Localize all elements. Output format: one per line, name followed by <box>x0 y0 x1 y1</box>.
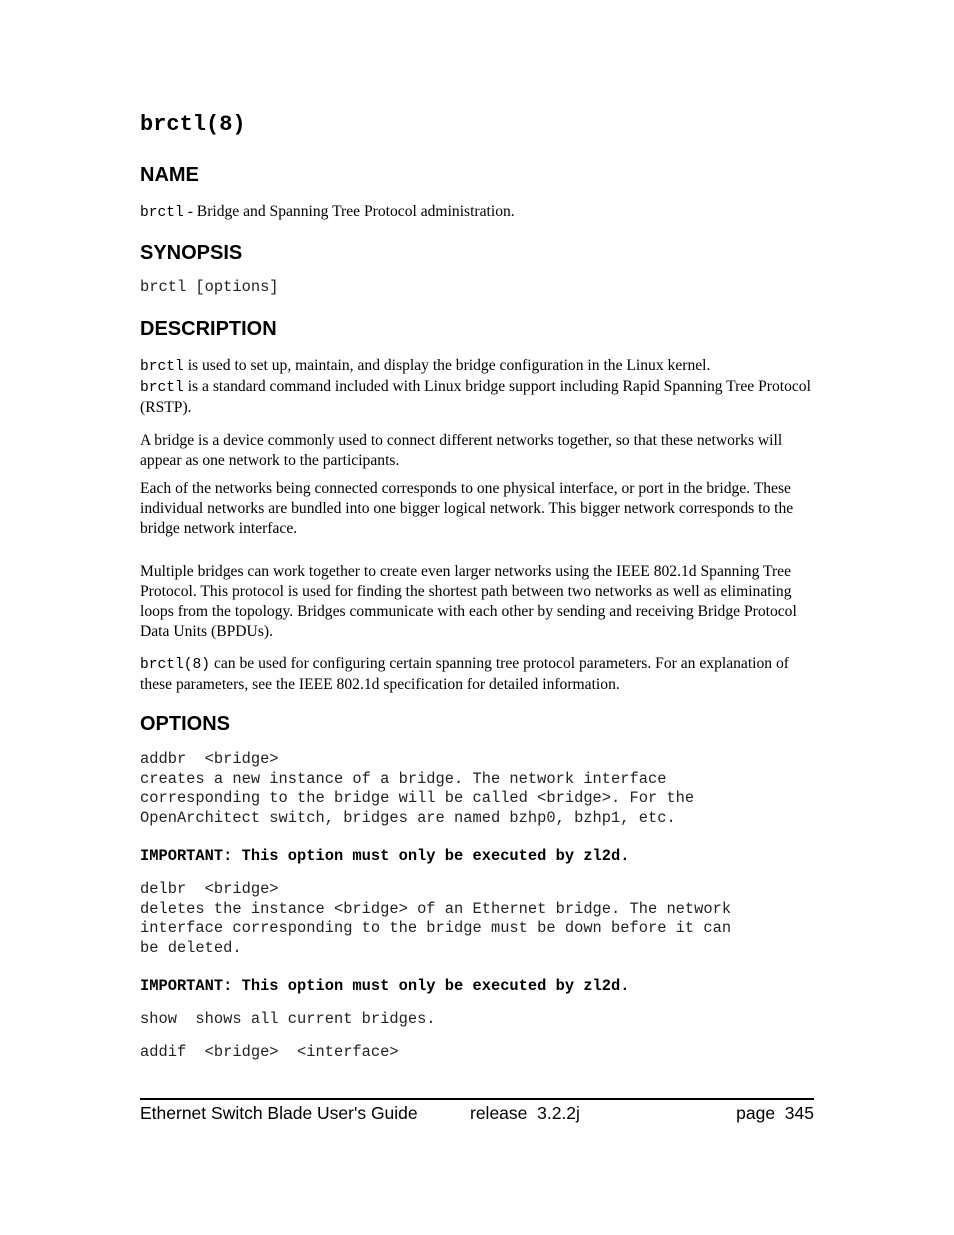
synopsis-code: brctl [options] <box>140 278 279 296</box>
name-text: - Bridge and Spanning Tree Protocol administration. <box>183 203 515 220</box>
heading-description: DESCRIPTION <box>140 318 277 340</box>
option-addif: addif <bridge> <interface> <box>140 1043 399 1061</box>
name-paragraph <box>140 202 814 223</box>
description-p1b-text: is a standard command included with Linux bridge support including Rapid Spanning Tree Protocol (RSTP). <box>140 378 811 416</box>
description-paragraph-1 <box>140 356 814 418</box>
description-p5-command: brctl(8) <box>140 657 211 673</box>
option-delbr: delbr <bridge> deletes the instance <bridge> of an Ethernet bridge. The network interface corresponding to the bridge must be down before it can be deleted. <box>140 880 732 957</box>
heading-options: OPTIONS <box>140 713 231 735</box>
description-p1-text: is used to set up, maintain, and display the bridge configuration in the Linux kernel. <box>183 357 711 374</box>
description-paragraph-5 <box>140 654 814 695</box>
description-paragraph-4: Multiple bridges can work together to create even larger networks using the IEEE 802.1d Spanning Tree Protocol. This protocol is used for finding the shortest path between two networks as well as eliminating loops from the topology. Bridges communicate with each other by sending and receiving Bridge Protocol Data Units (BPDUs). <box>140 563 797 640</box>
option-show: show shows all current bridges. <box>140 1010 436 1028</box>
description-paragraph-3: Each of the networks being connected corresponds to one physical interface, or port in the bridge. These individual networks are bundled into one bigger logical network. This bigger network corresponds to the bridge network interface. <box>140 480 794 537</box>
description-p1-command: brctl <box>140 359 184 375</box>
heading-name: NAME <box>140 164 199 186</box>
footer-page-number: page 345 <box>736 1103 814 1123</box>
name-command: brctl <box>140 205 184 221</box>
footer-guide-title: Ethernet Switch Blade User's Guide <box>140 1103 418 1123</box>
important-note-2: IMPORTANT: This option must only be executed by zl2d. <box>140 977 630 995</box>
page-title: brctl(8) <box>140 112 246 137</box>
heading-synopsis: SYNOPSIS <box>140 242 243 264</box>
page-footer <box>140 1098 814 1123</box>
description-paragraph-2: A bridge is a device commonly used to connect different networks together, so that these networks will appear as one network to the participants. <box>140 432 783 469</box>
option-addbr: addbr <bridge> creates a new instance of a bridge. The network interface corresponding to the bridge will be called <bridge>. For the OpenArchitect switch, bridges are named bzhp0, bzhp1, etc. <box>140 750 695 827</box>
description-p5-text: can be used for configuring certain spanning tree protocol parameters. For an explanation of these parameters, see the IEEE 802.1d specification for detailed information. <box>140 655 789 693</box>
footer-release: release 3.2.2j <box>470 1103 580 1123</box>
important-note-1: IMPORTANT: This option must only be executed by zl2d. <box>140 847 630 865</box>
description-p1b-command: brctl <box>140 380 184 396</box>
